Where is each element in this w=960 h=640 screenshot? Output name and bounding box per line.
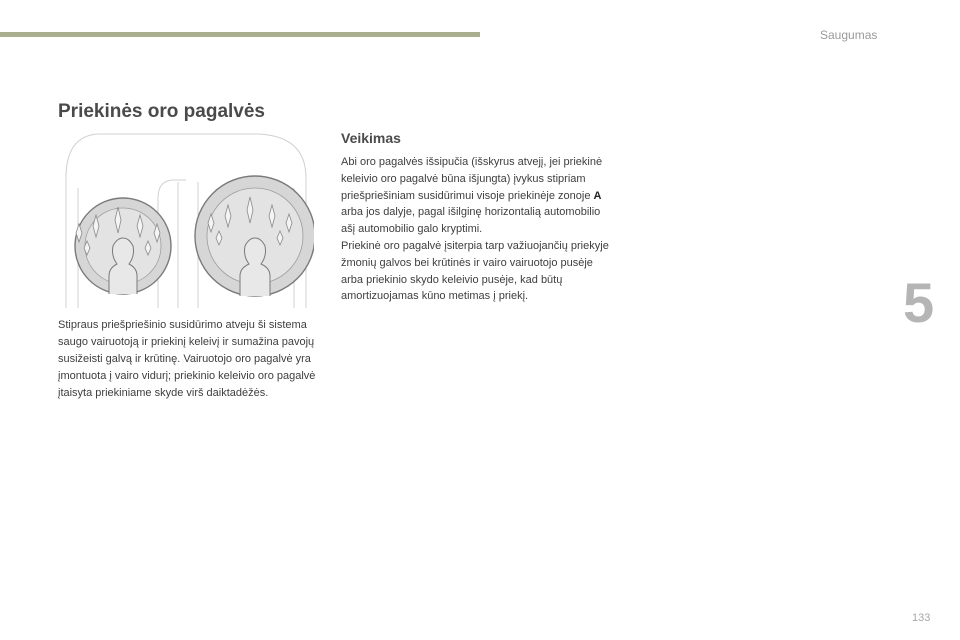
zone-label: A [593, 189, 602, 202]
page-number: 133 [912, 612, 931, 624]
section-heading: Veikimas [341, 130, 401, 146]
operation-paragraph-2: Priekinė oro pagalvė įsiterpia tarp važiuojančių priekyje žmonių galvos bei krūtinės ir vairo vairuotojo pusėje arba priekinio skydo keleivio pusėje, kad būtų amortizuojamas kūno metimas į priekį. [341, 239, 609, 303]
airbag-illustration [58, 128, 314, 308]
page-title: Priekinės oro pagalvės [58, 101, 265, 122]
operation-paragraph-1: Abi oro pagalvės išsipučia (išskyrus atvejį, jei priekinė keleivio oro pagalvė būna išjungta) įvykus stipriam priešpriešiniam susidūrimui visoje priekinėje zonoje A arba jos dalyje, pagal išilginę horizontalią automobilio ašį automobilio galo kryptimi. [341, 156, 603, 236]
operation-section [341, 130, 613, 305]
chapter-number: 5 [903, 271, 935, 334]
intro-paragraph: Stipraus priešpriešinio susidūrimo atveju ši sistema saugo vairuotoją ir priekinį keleivį ir sumažina pavojų susižeisti galvą ir krūtinę. Vairuotojo oro pagalvė yra įmontuota į vairo vidurį; priekinio keleivio oro pagalvė įtaisyta priekiniame skyde virš daiktadėžės. [58, 319, 316, 399]
header-accent-bar [0, 32, 480, 37]
section-name: Saugumas [820, 28, 878, 42]
